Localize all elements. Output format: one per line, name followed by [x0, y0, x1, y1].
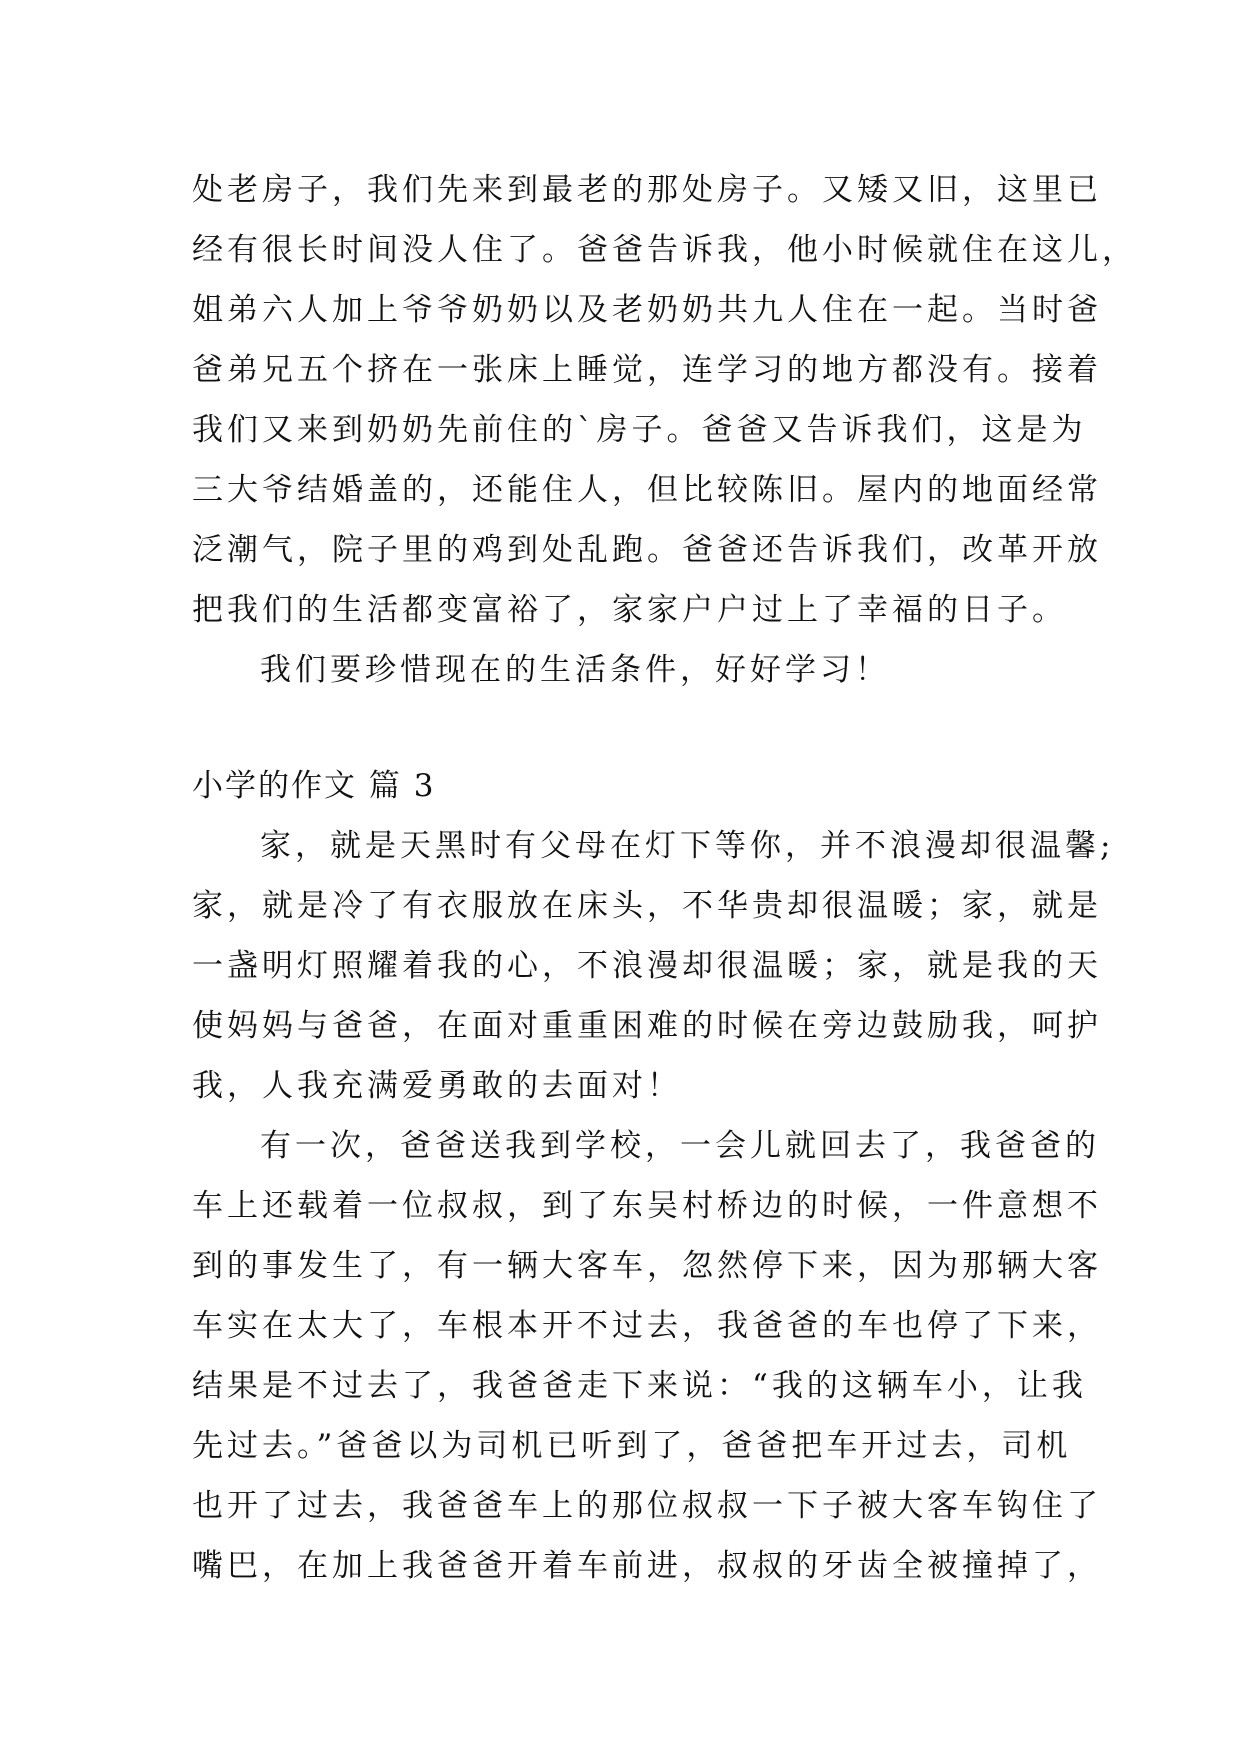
- text-line: 姐弟六人加上爷爷奶奶以及老奶奶共九人住在一起。当时爸: [192, 292, 1102, 328]
- text-line: 有一次，爸爸送我到学校，一会儿就回去了，我爸爸的: [260, 1128, 1100, 1164]
- text-line: 我们又来到奶奶先前住的`房子。爸爸又告诉我们，这是为: [192, 412, 1087, 448]
- text-line: 经有很长时间没人住了。爸爸告诉我，他小时候就住在这儿，: [192, 232, 1137, 268]
- text-line: 我，人我充满爱勇敢的去面对！: [192, 1068, 682, 1104]
- text-line: 把我们的生活都变富裕了，家家户户过上了幸福的日子。: [192, 592, 1067, 628]
- paragraph-incident: [192, 1116, 1102, 1596]
- text-line: 处老房子，我们先来到最老的那处房子。又矮又旧，这里已: [192, 172, 1102, 208]
- text-line: 结果是不过去了，我爸爸走下来说：“我的这辆车小，让我: [192, 1368, 1087, 1404]
- paragraph-old-houses: [192, 160, 1137, 640]
- text-line: 爸弟兄五个挤在一张床上睡觉，连学习的地方都没有。接着: [192, 352, 1102, 388]
- text-line: 车上还载着一位叔叔，到了东吴村桥边的时候，一件意想不: [192, 1188, 1102, 1224]
- paragraph-home: [192, 816, 1115, 1116]
- text-line: 嘴巴，在加上我爸爸开着车前进，叔叔的牙齿全被撞掉了，: [192, 1548, 1102, 1584]
- text-line: 三大爷结婚盖的，还能住人，但比较陈旧。屋内的地面经常: [192, 472, 1102, 508]
- text-line: 到的事发生了，有一辆大客车，忽然停下来，因为那辆大客: [192, 1248, 1102, 1284]
- text-line: 先过去。”爸爸以为司机已听到了，爸爸把车开过去，司机: [192, 1428, 1072, 1464]
- document-body: [192, 160, 1137, 1596]
- text-line: 也开了过去，我爸爸车上的那位叔叔一下子被大客车钩住了: [192, 1488, 1102, 1524]
- text-line: 车实在太大了，车根本开不过去，我爸爸的车也停了下来，: [192, 1308, 1102, 1344]
- closing-sentence: 我们要珍惜现在的生活条件，好好学习！: [260, 652, 890, 688]
- text-line: 使妈妈与爸爸，在面对重重困难的时候在旁边鼓励我，呵护: [192, 1008, 1102, 1044]
- text-line: 一盏明灯照耀着我的心，不浪漫却很温暖；家，就是我的天: [192, 948, 1102, 984]
- section-gap: [192, 700, 1062, 756]
- essay-heading: 小学的作文 篇 3: [192, 768, 436, 804]
- text-line: 家，就是冷了有衣服放在床头，不华贵却很温暖；家，就是: [192, 888, 1102, 924]
- text-line: 泛潮气，院子里的鸡到处乱跑。爸爸还告诉我们，改革开放: [192, 532, 1102, 568]
- text-line: 家，就是天黑时有父母在灯下等你，并不浪漫却很温馨;: [260, 828, 1115, 864]
